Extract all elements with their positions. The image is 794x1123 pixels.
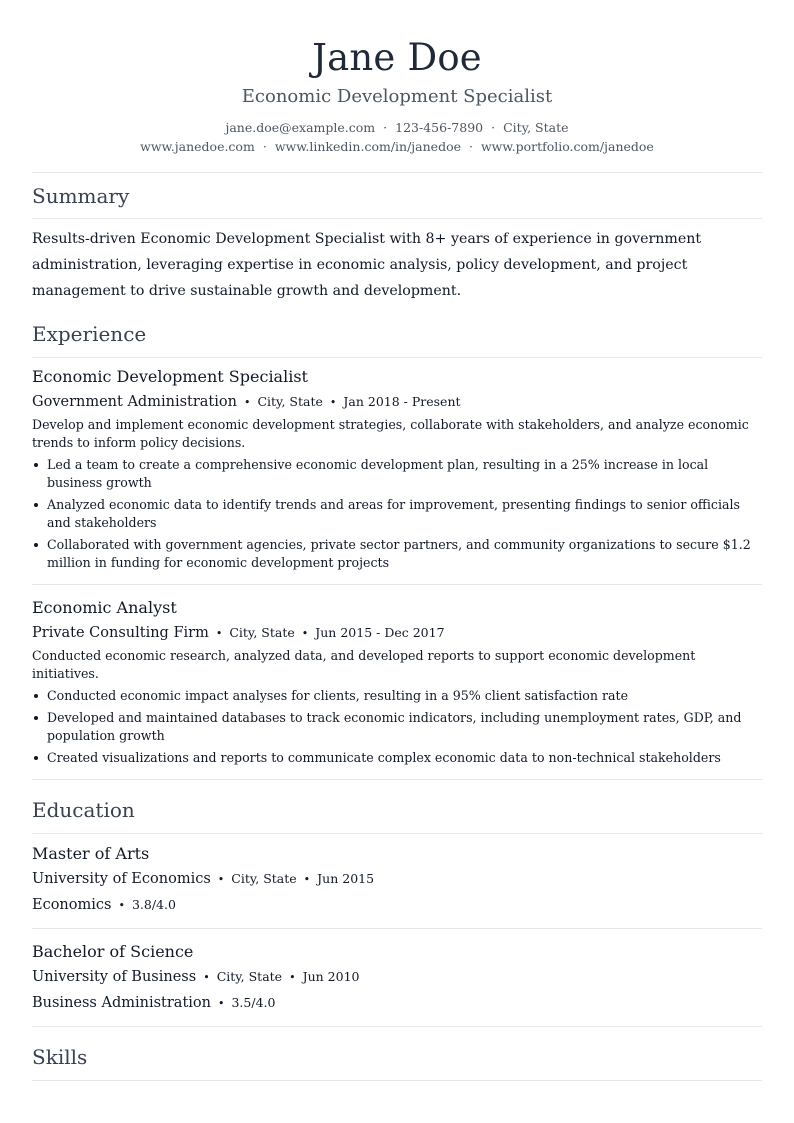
divider bbox=[32, 928, 762, 929]
job-dates: Jan 2018 - Present bbox=[343, 394, 461, 409]
list-item: Conducted economic impact analyses for clients, resulting in a 95% client satisfaction rate bbox=[32, 687, 762, 705]
experience-entry bbox=[32, 366, 762, 572]
meta-separator: • bbox=[217, 997, 225, 1010]
education-field-row bbox=[32, 894, 762, 917]
section-title-skills: Skills bbox=[32, 1045, 88, 1069]
job-meta bbox=[32, 391, 762, 414]
candidate-name: Jane Doe bbox=[312, 36, 482, 79]
job-company: Private Consulting Firm bbox=[32, 625, 209, 641]
contact-website[interactable]: www.janedoe.com bbox=[140, 139, 255, 154]
degree-title: Bachelor of Science bbox=[32, 942, 194, 961]
school-name: University of Economics bbox=[32, 871, 211, 887]
job-bullets bbox=[32, 687, 762, 767]
meta-separator: • bbox=[215, 627, 223, 640]
section-title-summary: Summary bbox=[32, 184, 130, 208]
divider bbox=[32, 1026, 762, 1027]
list-item: Analyzed economic data to identify trends and areas for improvement, presenting findings to senior officials and stakeholders bbox=[32, 496, 762, 532]
job-company: Government Administration bbox=[32, 394, 237, 410]
meta-separator: • bbox=[203, 971, 210, 984]
meta-separator: • bbox=[217, 873, 225, 886]
education-entry bbox=[32, 941, 762, 1015]
contact-separator: · bbox=[383, 120, 388, 135]
contact-location: City, State bbox=[503, 120, 569, 135]
summary-text: Results-driven Economic Development Specialist with 8+ years of experience in government administration, leveraging expertise in economic analysis, policy development, and project management to drive sustainable growth and development. bbox=[32, 231, 702, 299]
education-meta bbox=[32, 966, 762, 989]
divider bbox=[32, 357, 762, 358]
contact-separator: · bbox=[469, 139, 473, 154]
contact-line-primary bbox=[32, 118, 762, 137]
meta-separator: • bbox=[301, 627, 309, 640]
gpa: 3.5/4.0 bbox=[231, 995, 276, 1010]
field-of-study: Business Administration bbox=[32, 995, 211, 1011]
job-location: City, State bbox=[257, 394, 323, 409]
degree-title: Master of Arts bbox=[32, 844, 150, 863]
graduation-date: Jun 2010 bbox=[302, 969, 360, 984]
education-field-row bbox=[32, 992, 762, 1015]
job-description: Conducted economic research, analyzed data, and developed reports to support economic development initiatives. bbox=[32, 648, 696, 681]
education-meta bbox=[32, 868, 762, 891]
list-item: Created visualizations and reports to communicate complex economic data to non-technical stakeholders bbox=[32, 749, 762, 767]
candidate-title: Economic Development Specialist bbox=[241, 86, 553, 107]
meta-separator: • bbox=[243, 396, 251, 409]
section-title-experience: Experience bbox=[32, 322, 147, 346]
gpa: 3.8/4.0 bbox=[131, 897, 176, 912]
meta-separator: • bbox=[329, 396, 337, 409]
contact-linkedin[interactable]: www.linkedin.com/in/janedoe bbox=[274, 139, 461, 154]
resume-page bbox=[32, 0, 762, 1081]
list-item: Developed and maintained databases to track economic indicators, including unemployment rates, GDP, and population growth bbox=[32, 709, 762, 745]
job-bullets bbox=[32, 456, 762, 572]
school-location: City, State bbox=[216, 969, 283, 984]
contact-phone[interactable]: 123-456-7890 bbox=[395, 120, 484, 135]
job-location: City, State bbox=[229, 625, 295, 640]
divider bbox=[32, 833, 762, 834]
job-title: Economic Development Specialist bbox=[32, 367, 308, 386]
school-location: City, State bbox=[231, 871, 297, 886]
school-name: University of Business bbox=[32, 969, 197, 985]
meta-separator: • bbox=[118, 899, 125, 912]
list-item: Collaborated with government agencies, private sector partners, and community organizations to secure $1.2 million in funding for economic development projects bbox=[32, 536, 762, 572]
divider bbox=[32, 1080, 762, 1081]
job-title: Economic Analyst bbox=[32, 598, 177, 617]
meta-separator: • bbox=[289, 971, 296, 984]
resume-header bbox=[32, 0, 762, 156]
divider bbox=[32, 172, 762, 173]
field-of-study: Economics bbox=[32, 897, 112, 913]
experience-entry bbox=[32, 597, 762, 767]
education-entry bbox=[32, 843, 762, 917]
divider bbox=[32, 779, 762, 780]
list-item: Led a team to create a comprehensive economic development plan, resulting in a 25% increase in local business growth bbox=[32, 456, 762, 492]
contact-portfolio[interactable]: www.portfolio.com/janedoe bbox=[480, 139, 654, 154]
graduation-date: Jun 2015 bbox=[317, 871, 375, 886]
contact-separator: · bbox=[262, 139, 267, 154]
section-title-education: Education bbox=[32, 798, 135, 822]
contact-email[interactable]: jane.doe@example.com bbox=[225, 120, 376, 135]
divider bbox=[32, 218, 762, 219]
divider bbox=[32, 584, 762, 585]
job-dates: Jun 2015 - Dec 2017 bbox=[315, 625, 445, 640]
contact-separator: · bbox=[491, 120, 496, 135]
contact-line-links bbox=[32, 137, 762, 156]
job-description: Develop and implement economic development strategies, collaborate with stakeholders, and analyze economic trends to inform policy decisions. bbox=[32, 417, 749, 450]
meta-separator: • bbox=[303, 873, 311, 886]
job-meta bbox=[32, 622, 762, 645]
